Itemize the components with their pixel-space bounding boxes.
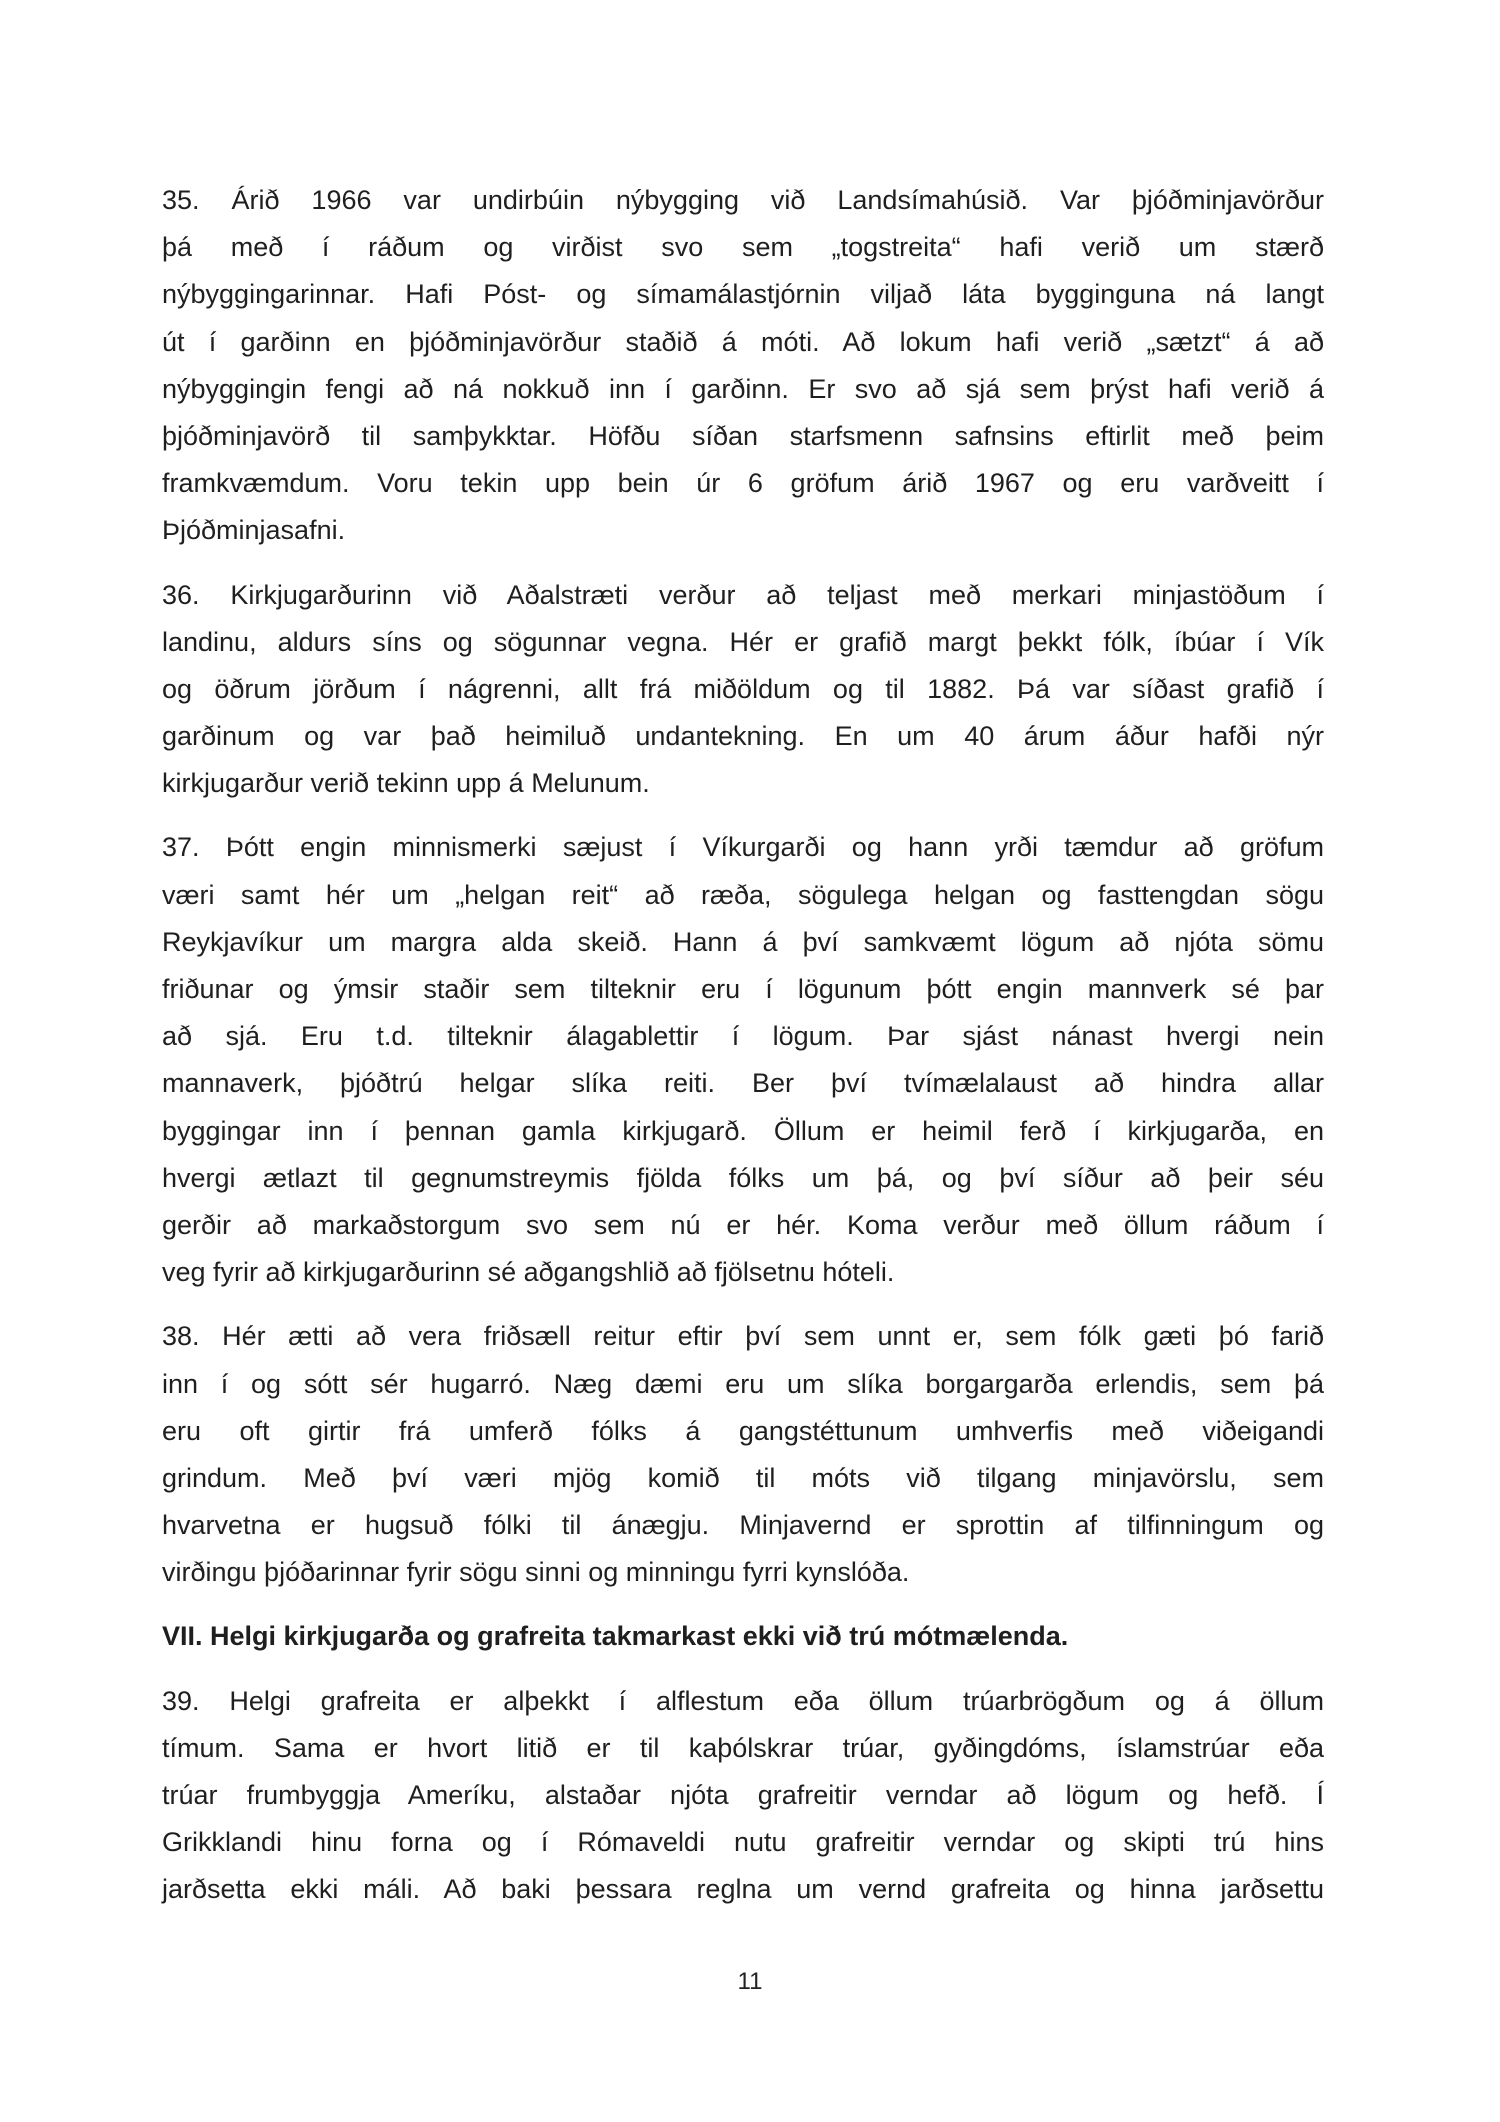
paragraph-line: eru oft girtir frá umferð fólks á gangstéttunum umhverfis með viðeigandi [162, 1415, 1324, 1446]
paragraph [162, 1678, 1324, 1914]
paragraph [162, 824, 1324, 1296]
document-page [162, 177, 1324, 1931]
paragraph-line: 35. Árið 1966 var undirbúin nýbygging við Landsímahúsið. Var þjóðminjavörður [162, 185, 1324, 215]
paragraph-line: 36. Kirkjugarðurinn við Aðalstræti verður að teljast með merkari minjastöðum í [162, 579, 1324, 610]
paragraph-line: garðinum og var það heimiluð undantekning. En um 40 árum áður hafði nýr [162, 721, 1324, 752]
paragraph-line: byggingar inn í þennan gamla kirkjugarð. Öllum er heimil ferð í kirkjugarða, en [162, 1115, 1324, 1146]
paragraph-line: landinu, aldurs síns og sögunnar vegna. Hér er grafið margt þekkt fólk, íbúar í Vík [162, 626, 1324, 657]
paragraph-line: Þjóðminjasafni. [162, 515, 346, 546]
paragraph-line: trúar frumbyggja Ameríku, alstaðar njóta grafreitir verndar að lögum og hefð. Í [162, 1780, 1324, 1810]
paragraph-line: Reykjavíkur um margra alda skeið. Hann á því samkvæmt lögum að njóta sömu [162, 926, 1324, 957]
section-heading: VII. Helgi kirkjugarða og grafreita takmarkast ekki við trú mótmælenda. [162, 1621, 1069, 1652]
paragraph-line: kirkjugarður verið tekinn upp á Melunum. [162, 768, 650, 799]
paragraph-line: 37. Þótt engin minnismerki sæjust í Víkurgarði og hann yrði tæmdur að gröfum [162, 832, 1324, 863]
paragraph-line: að sjá. Eru t.d. tilteknir álagablettir í lögum. Þar sjást nánast hvergi nein [162, 1021, 1324, 1052]
paragraph-line: gerðir að markaðstorgum svo sem nú er hér. Koma verður með öllum ráðum í [162, 1209, 1324, 1240]
paragraphs-before-heading [162, 177, 1324, 1596]
paragraph-line: 39. Helgi grafreita er alþekkt í alflestum eða öllum trúarbrögðum og á öllum [162, 1685, 1324, 1716]
paragraph-line: hvergi ætlazt til gegnumstreymis fjölda fólks um þá, og því síður að þeir séu [162, 1162, 1324, 1193]
paragraph-line: inn í og sótt sér hugarró. Næg dæmi eru um slíka borgargarða erlendis, sem þá [162, 1368, 1324, 1399]
paragraph-line: jarðsetta ekki máli. Að baki þessara reglna um vernd grafreita og hinna jarðsettu [162, 1874, 1324, 1905]
paragraph-line: 38. Hér ætti að vera friðsæll reitur eftir því sem unnt er, sem fólk gæti þó farið [162, 1321, 1324, 1352]
paragraph-line: nýbyggingarinnar. Hafi Póst- og símamálastjórnin viljað láta bygginguna ná langt [162, 279, 1324, 310]
paragraph-line: grindum. Með því væri mjög komið til móts við tilgang minjavörslu, sem [162, 1462, 1324, 1493]
paragraph-line: og öðrum jörðum í nágrenni, allt frá miðöldum og til 1882. Þá var síðast grafið í [162, 673, 1324, 704]
paragraph-line: virðingu þjóðarinnar fyrir sögu sinni og minningu fyrri kynslóða. [162, 1557, 910, 1588]
paragraph-line: veg fyrir að kirkjugarðurinn sé aðgangshlið að fjölsetnu hóteli. [162, 1257, 895, 1288]
paragraph [162, 177, 1324, 555]
paragraphs-after-heading [162, 1678, 1324, 1914]
paragraph-line: Grikklandi hinu forna og í Rómaveldi nutu grafreitir verndar og skipti trú hins [162, 1827, 1324, 1858]
paragraph-line: friðunar og ýmsir staðir sem tilteknir eru í lögunum þótt engin mannverk sé þar [162, 974, 1324, 1004]
paragraph-line: væri samt hér um „helgan reit“ að ræða, sögulega helgan og fasttengdan sögu [162, 879, 1324, 910]
paragraph-line: framkvæmdum. Voru tekin upp bein úr 6 gröfum árið 1967 og eru varðveitt í [162, 468, 1324, 499]
paragraph-line: nýbyggingin fengi að ná nokkuð inn í garðinn. Er svo að sjá sem þrýst hafi verið á [162, 373, 1324, 404]
paragraph-line: út í garðinn en þjóðminjavörður staðið á móti. Að lokum hafi verið „sætzt“ á að [162, 326, 1324, 357]
paragraph-line: tímum. Sama er hvort litið er til kaþólskrar trúar, gyðingdóms, íslamstrúar eða [162, 1732, 1324, 1763]
paragraph-line: þjóðminjavörð til samþykktar. Höfðu síðan starfsmenn safnsins eftirlit með þeim [162, 420, 1324, 451]
page-number: 11 [737, 1968, 763, 1995]
paragraph [162, 572, 1324, 808]
paragraph-line: þá með í ráðum og virðist svo sem „togstreita“ hafi verið um stærð [162, 232, 1324, 263]
paragraph-line: mannaverk, þjóðtrú helgar slíka reiti. Ber því tvímælalaust að hindra allar [162, 1068, 1324, 1099]
paragraph [162, 1313, 1324, 1596]
paragraph-line: hvarvetna er hugsuð fólki til ánægju. Minjavernd er sprottin af tilfinningum og [162, 1510, 1324, 1541]
